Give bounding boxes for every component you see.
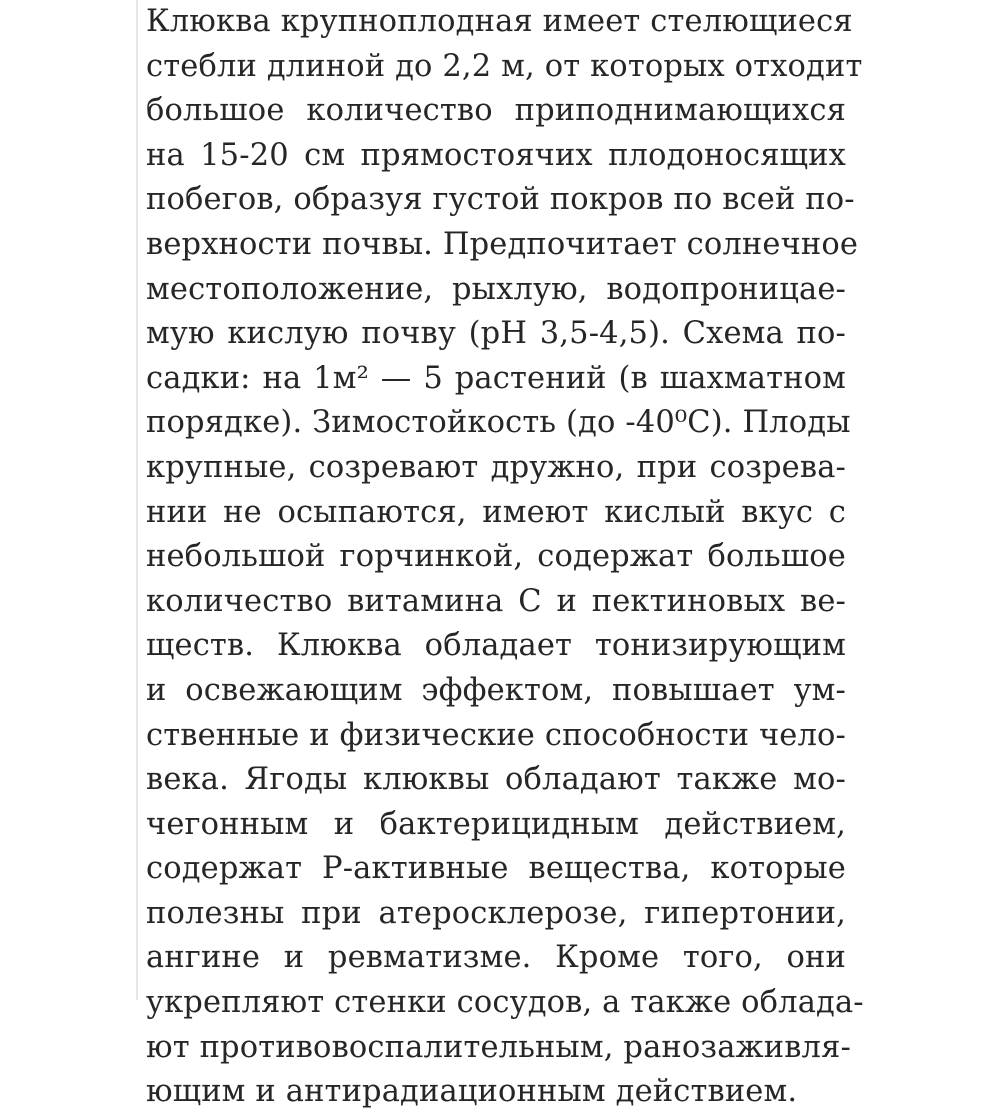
text-line: укрепляют стенки сосудов, а также облада- [146,985,864,1021]
text-line: крупные, созревают дружно, при созрева- [146,449,846,485]
paragraph-text [146,0,864,1115]
text-line: верхности почвы. Предпочитает солнечное [146,226,859,262]
text-line: небольшой горчинкой, содержат большое [146,539,846,575]
text-line: количество витамина С и пектиновых ве- [146,583,846,619]
text-line: века. Ягоды клюквы обладают также мо- [146,762,846,798]
text-line: ществ. Клюква обладает тонизирующим [146,628,846,664]
text-line: побегов, образуя густой покров по всей по- [146,182,855,218]
text-line: и освежающим эффектом, повышает ум- [146,672,846,708]
text-line: ственные и физические способности чело- [146,717,846,753]
text-line: на 15-20 см прямостоячих плодоносящих [146,137,846,173]
text-line: нии не осыпаются, имеют кислый вкус с [146,494,846,530]
text-line: полезны при атеросклерозе, гипертонии, [146,895,846,931]
text-line: порядке). Зимостойкость (до -40⁰С). Плоды [146,405,851,441]
page-edge-divider [136,0,138,1000]
text-line: стебли длиной до 2,2 м, от которых отходит [146,48,863,84]
text-line: ющим и антирадиационным действием. [146,1074,798,1110]
text-line: ангине и ревматизме. Кроме того, они [146,940,846,976]
text-line: чегонным и бактерицидным действием, [146,806,846,842]
text-line: содержат Р-активные вещества, которые [146,851,846,887]
text-line: большое количество приподнимающихся [146,93,846,129]
text-line: ют противовоспалительным, ранозаживля- [146,1029,851,1065]
text-line: Клюква крупноплодная имеет стелющиеся [146,4,853,39]
text-line: мую кислую почву (pH 3,5-4,5). Схема по- [146,316,846,352]
text-line: местоположение, рыхлую, водопроницае- [146,271,846,307]
text-line: садки: на 1м² — 5 растений (в шахматном [146,360,846,396]
